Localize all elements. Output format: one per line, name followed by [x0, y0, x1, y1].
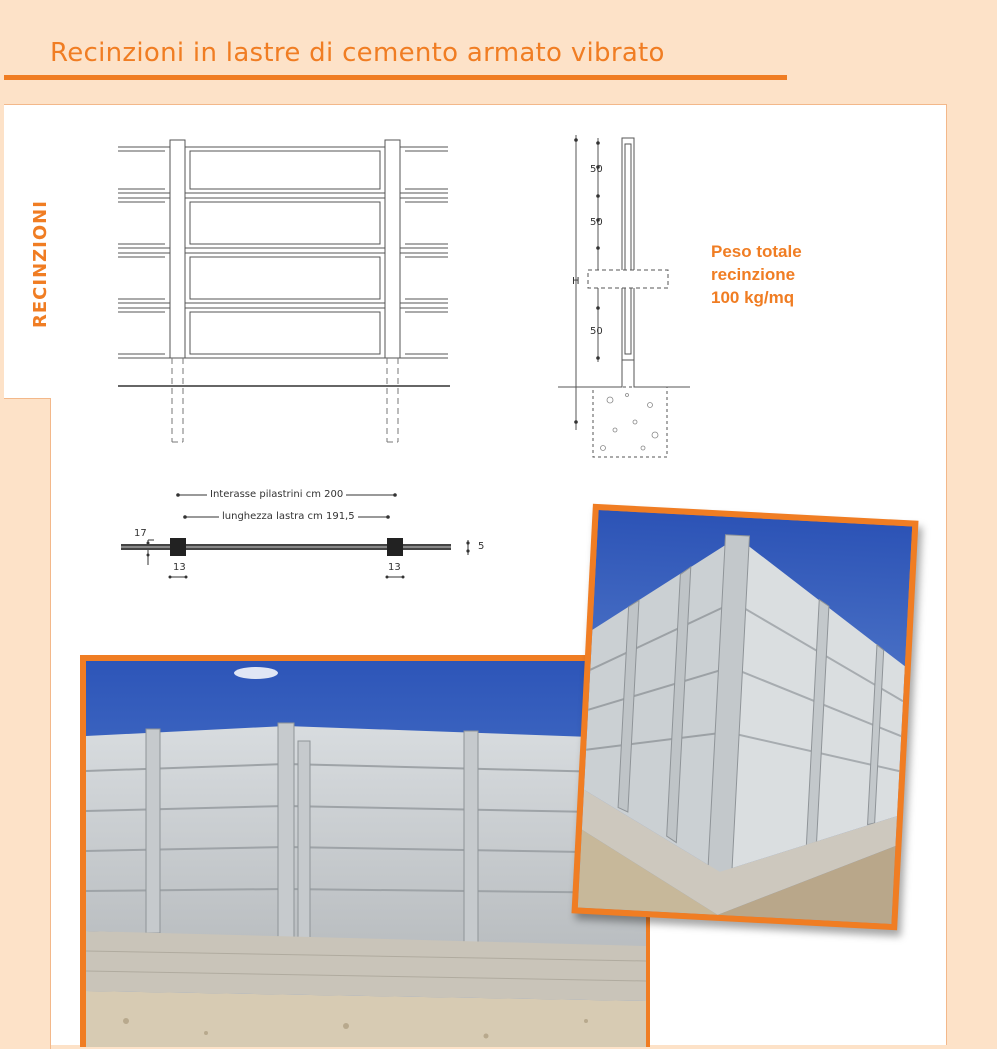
fence-photo-perspective: [571, 504, 918, 930]
weight-note: [711, 240, 802, 309]
weight-note-line-3: 100 kg/mq: [711, 288, 795, 307]
dim-5: 5: [478, 541, 485, 552]
section-dim-3: 50: [590, 326, 603, 337]
dim-13-right: 13: [388, 562, 401, 573]
weight-note-line-2: recinzione: [711, 265, 796, 284]
section-height-label: H: [572, 276, 580, 287]
slab-length-label: lunghezza lastra cm 191,5: [219, 511, 358, 522]
interaxis-label: Interasse pilastrini cm 200: [207, 489, 346, 500]
fence-elevation-drawing: [115, 135, 455, 450]
title-rule: [4, 75, 787, 80]
fence-section-drawing: [555, 130, 695, 465]
side-tab: [4, 398, 51, 1049]
dim-17: 17: [134, 528, 147, 539]
fence-photo-front: [80, 655, 650, 1047]
section-dim-2: 50: [590, 217, 603, 228]
weight-note-line-1: Peso totale: [711, 242, 802, 261]
dim-13-left: 13: [173, 562, 186, 573]
page-title: Recinzioni in lastre di cemento armato vibrato: [50, 38, 665, 68]
section-dim-1: 50: [590, 164, 603, 175]
sidebar-label: RECINZIONI: [30, 200, 51, 328]
